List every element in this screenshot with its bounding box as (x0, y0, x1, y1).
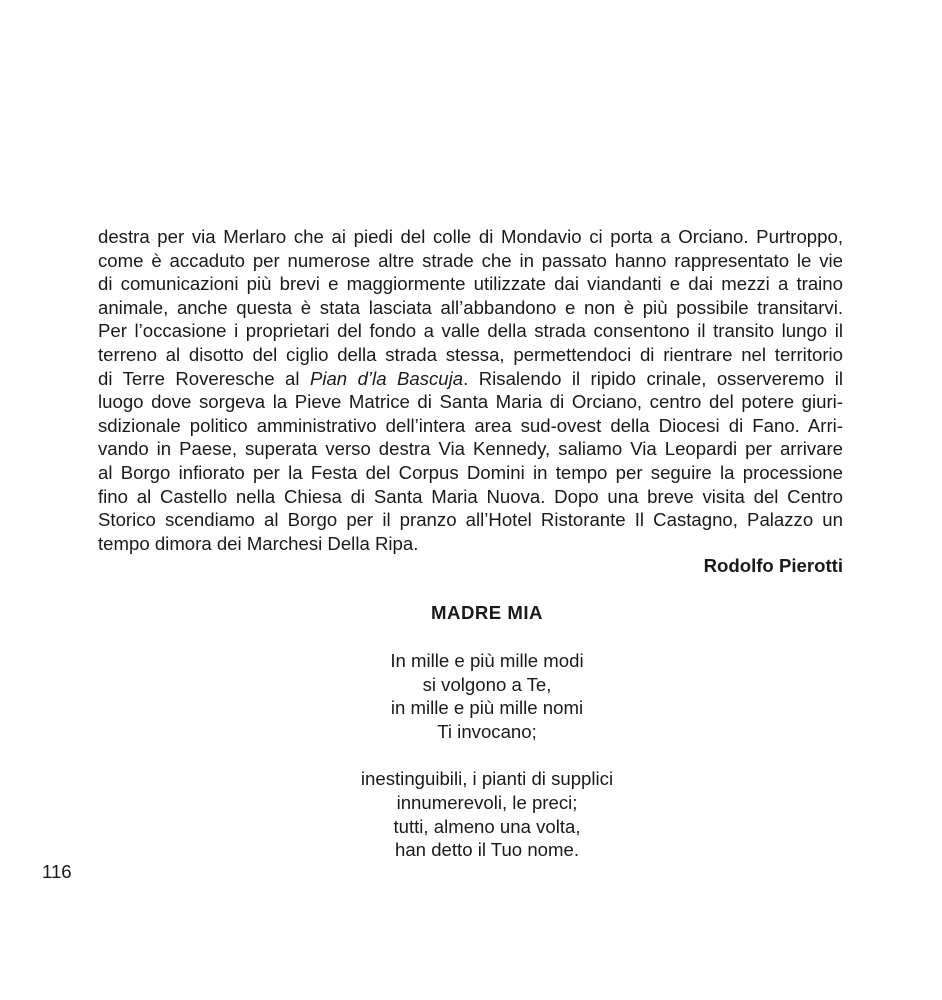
prose-line: tempo dimora dei Marchesi Della Ripa. (98, 532, 419, 554)
prose-line: fino al Castello nella Chiesa di Santa Maria Nuova. Dopo una breve visita del Centro (98, 485, 843, 507)
poem-line: In mille e più mille modi (390, 650, 584, 671)
poem-line: tutti, almeno una volta, (393, 815, 581, 837)
prose-paragraph (98, 225, 843, 555)
page-number: 116 (42, 861, 72, 882)
prose-line: animale, anche questa è stata lasciata all’abbandono e non è più possibile transitarvi. (98, 296, 843, 318)
place-name-italic: Pian d’la Bascuja (309, 367, 464, 389)
prose-line: di comunicazioni più brevi e maggiormente utilizzate dai viandanti e dai mezzi a traino (98, 273, 843, 295)
poem-line: innumerevoli, le preci; (396, 791, 578, 813)
prose-line: Per l’occasione i proprietari del fondo a valle della strada consentono il transito lungo il (98, 320, 843, 342)
prose-line-with-place-name (98, 367, 843, 391)
prose-text: di Terre Roveresche al (98, 367, 310, 389)
prose-line: al Borgo infiorato per la Festa del Corpus Domini in tempo per seguire la processione (98, 461, 843, 483)
prose-line: destra per via Merlaro che ai piedi del colle di Mondavio ci porta a Orciano. Purtroppo, (98, 226, 843, 247)
poem-line: inestinguibili, i pianti di supplici (360, 768, 614, 790)
poem-line: Ti invocano; (437, 720, 537, 742)
stanza-gap (0, 743, 942, 767)
poem-body (0, 649, 942, 862)
prose-line: luogo dove sorgeva la Pieve Matrice di Santa Maria di Orciano, centro del potere giuri- (98, 391, 843, 413)
prose-line: Storico scendiamo al Borgo per il pranzo all’Hotel Ristorante Il Castagno, Palazzo un (98, 509, 843, 531)
prose-line: sdizionale politico amministrativo dell’intera area sud-ovest della Diocesi di Fano. Arri- (98, 414, 843, 436)
poem-line: han detto il Tuo nome. (395, 839, 579, 861)
prose-line: terreno al disotto del ciglio della strada stessa, permettendoci di rientrare nel territorio (98, 343, 843, 365)
poem-title: MADRE MIA (431, 602, 543, 623)
prose-line: vando in Paese, superata verso destra Via Kennedy, saliamo Via Leopardi per arrivare (98, 438, 843, 460)
author-signature: Rodolfo Pierotti (703, 555, 843, 576)
poem-line: in mille e più mille nomi (390, 697, 584, 719)
prose-line: come è accaduto per numerose altre strade che in passato hanno rappresentato le vie (98, 249, 843, 271)
poem-line: si volgono a Te, (422, 673, 552, 695)
prose-text: . Risalendo il ripido crinale, osserveremo il (463, 367, 844, 389)
